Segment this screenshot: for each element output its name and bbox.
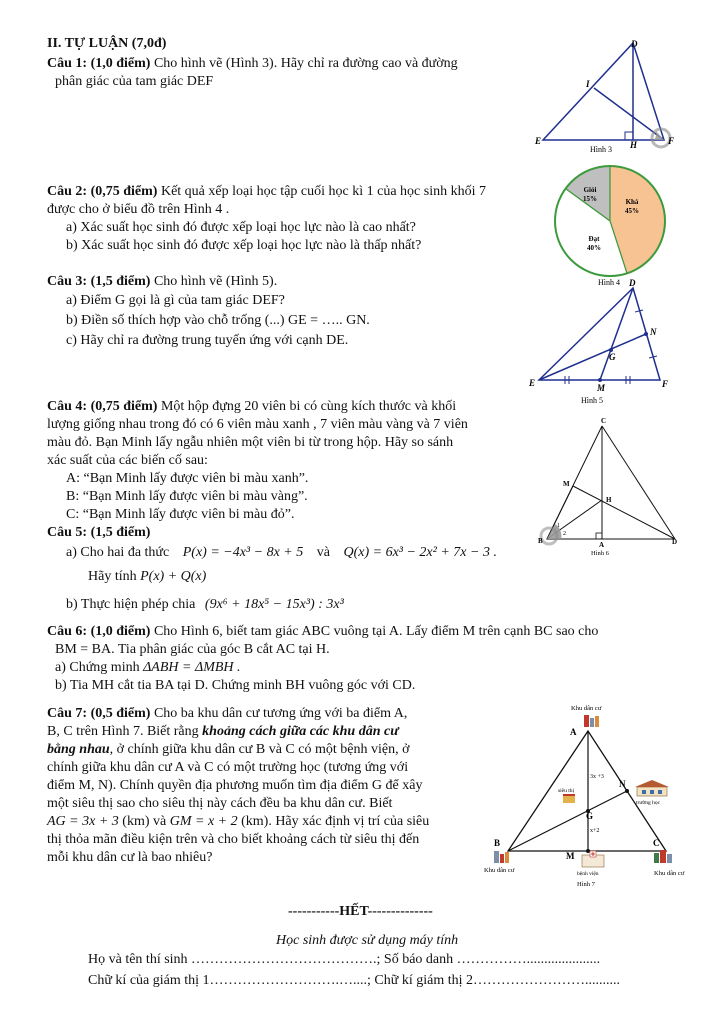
q5-a-prefix: a) Cho hai đa thức [66, 545, 170, 560]
median-dm [600, 288, 633, 380]
q6-a [55, 659, 241, 676]
q2-label: Câu 2: [47, 184, 88, 199]
q4-event-c: C: “Bạn Minh lấy được viên bi màu đỏ”. [66, 507, 295, 522]
q7-line3a: bằng nhau [47, 742, 110, 757]
q5-a [66, 544, 497, 561]
figure-5 [525, 276, 685, 408]
q3-b: b) Điền số thích hợp vào chỗ trống (...) GE = ….. GN. [66, 313, 370, 328]
point-n-7 [625, 789, 629, 793]
q5-polynomial-p: P(x) = −4x³ − 8x + 5 [182, 545, 304, 560]
q6-b: b) Tia MH cắt tia BA tại D. Chứng minh BH vuông góc với CD. [55, 678, 416, 693]
end-marker: -----------HẾT-------------- [288, 904, 433, 919]
q5-and: và [316, 545, 330, 560]
q5-b-expr: (9x⁶ + 18x⁵ − 15x³) : 3x³ [204, 597, 344, 612]
question-3 [47, 273, 277, 290]
calculator-note: Học sinh được sử dụng máy tính [276, 933, 459, 948]
q2-b: b) Xác suất học sinh đó được xếp loại học lực nào là thấp nhất? [66, 238, 422, 253]
q6-a-expr: ΔABH = ΔMBH . [143, 660, 241, 675]
q7-line2 [47, 723, 399, 740]
q1-line2: phân giác của tam giác DEF [55, 74, 214, 89]
q5-polynomial-q: Q(x) = 6x³ − 2x² + 7x − 3 . [343, 545, 497, 560]
q2-line1: Kết quả xếp loại học tập cuối học kì 1 của học sinh khối 7 [160, 184, 486, 199]
q6-points: (1,0 điểm) [90, 624, 151, 639]
pie-value-kha: 45% [625, 207, 639, 215]
candidate-info-line: Họ và tên thí sinh ………………………………….; Số báo danh ……………..................... [88, 952, 601, 967]
figure-6 [535, 414, 685, 560]
q7-line3b: , ở chính giữa khu dân cư B và C có một bệnh viện, ở [109, 742, 410, 757]
figure-4-pie-chart [548, 164, 678, 292]
label6-angle1: 1 [557, 523, 560, 529]
q7-line9: mỗi khu dân cư là bao nhiêu? [47, 850, 213, 865]
q5-a2-prefix: Hãy tính [88, 569, 137, 584]
label5-g: G [609, 352, 616, 362]
label5-e: E [529, 378, 536, 388]
question-6 [47, 623, 598, 640]
q3-intro: Cho hình vẽ (Hình 5). [153, 274, 278, 289]
q7-points: (0,5 điểm) [90, 706, 151, 721]
fig6-caption: Hình 6 [591, 550, 609, 557]
label7-b: B [494, 838, 501, 848]
q3-label: Câu 3: [47, 274, 88, 289]
label6-c: C [601, 417, 607, 425]
q4-event-b: B: “Bạn Minh lấy được viên bi màu vàng”. [66, 489, 308, 504]
residential-b-icon [494, 851, 509, 863]
fig7-benh-vien: bệnh viện [577, 871, 599, 877]
q6-a-prefix: a) Chứng minh [55, 660, 140, 675]
label7-c: C [653, 838, 660, 848]
q7-line7-mid: (km) và [118, 814, 170, 829]
q7-line2b: khoảng cách giữa các khu dân cư [202, 724, 399, 739]
label7-a: A [570, 727, 577, 737]
q7-line7 [47, 813, 429, 830]
fig7-gm-label: x+2 [590, 828, 600, 834]
question-7 [47, 705, 407, 722]
q5-a2-expr: P(x) + Q(x) [140, 569, 207, 584]
q4-event-a: A: “Bạn Minh lấy được viên bi màu xanh”. [66, 471, 309, 486]
q2-points: (0,75 điểm) [90, 184, 158, 199]
q7-line7-end: (km). Hãy xác định vị trí của siêu [237, 814, 430, 829]
fig7-sieu-thi: siêu thị [558, 788, 575, 794]
label6-angle2: 2 [563, 531, 566, 537]
q4-points: (0,75 điểm) [90, 399, 158, 414]
residential-a-icon [584, 715, 599, 727]
fig7-khu-dan-cu-a: Khu dân cư [571, 705, 602, 712]
q4-line4: xác suất của các biến cố sau: [47, 453, 208, 468]
pie-label-kha: Khá [625, 198, 639, 206]
fig5-caption: Hình 5 [581, 396, 603, 405]
point-m [598, 378, 602, 382]
q7-line4: chính giữa khu dân cư A và C có một trường học (tương ứng với [47, 760, 409, 775]
q3-c: c) Hãy chỉ ra đường trung tuyến ứng với cạnh DE. [66, 333, 349, 348]
figure-7 [478, 695, 698, 895]
q1-points: (1,0 điểm) [90, 56, 151, 71]
question-2 [47, 183, 486, 200]
q2-a: a) Xác suất học sinh đó được xếp loại học lực nào là cao nhất? [66, 220, 416, 235]
label6-h: H [606, 496, 612, 504]
pie-value-dat: 40% [587, 244, 601, 252]
q4-line2: lượng giống nhau trong đó có 6 viên màu xanh , 7 viên màu vàng và 7 viên [47, 417, 468, 432]
label-i: I [586, 79, 590, 89]
invigilator-signature-line: Chữ kí của giám thị 1……………………….…....; Chữ kí giám thị 2…………………….......... [88, 973, 620, 988]
q7-line8: thị thỏa mãn điều kiện trên và cho biết khoảng cách từ siêu thị đến [47, 832, 420, 847]
q7-line6: một siêu thị sao cho siêu thị này cách đều ba khu dân cư. Biết [47, 796, 393, 811]
ray-md [573, 486, 675, 539]
fig7-khu-dan-cu-b: Khu dân cư [484, 867, 515, 874]
label5-n: N [650, 327, 657, 337]
right-angle-mark [625, 132, 633, 140]
label6-b: B [538, 537, 543, 545]
label6-m: M [563, 480, 570, 488]
supermarket-icon [563, 794, 575, 803]
label7-g: G [586, 811, 594, 821]
segment-cd [602, 426, 675, 539]
point-m-7 [586, 849, 590, 853]
q7-gm-expr: GM = x + 2 [169, 814, 238, 829]
label6-a: A [599, 541, 605, 549]
question-4 [47, 398, 456, 415]
label5-m: M [597, 383, 606, 393]
section-title: II. TỰ LUẬN (7,0đ) [47, 36, 167, 51]
label6-d: D [672, 538, 678, 546]
fig7-ag-label: 3x +3 [590, 774, 604, 780]
q7-line2a: B, C trên Hình 7. Biết rằng [47, 724, 199, 739]
label5-f: F [662, 379, 669, 389]
fig7-caption: Hình 7 [577, 881, 595, 888]
q5-points: (1,5 điểm) [90, 525, 151, 540]
label-e: E [535, 136, 542, 146]
label7-n: N [619, 779, 626, 789]
triangle-def-5 [539, 288, 660, 380]
median-en [539, 334, 646, 380]
q4-label: Câu 4: [47, 399, 88, 414]
q5-b [66, 596, 344, 613]
q5-b-prefix: b) Thực hiện phép chia [66, 597, 196, 612]
hospital-icon [582, 851, 604, 867]
figure-3 [530, 35, 680, 160]
pie-label-dat: Đạt [588, 235, 600, 243]
q3-points: (1,5 điểm) [90, 274, 151, 289]
pie-label-gioi: Giỏi [583, 186, 597, 194]
q5-a2 [88, 568, 206, 585]
label-f: F [668, 136, 675, 146]
q6-label: Câu 6: [47, 624, 88, 639]
question-1 [47, 55, 458, 72]
fig7-khu-dan-cu-c: Khu dân cư [654, 870, 685, 877]
q7-line5: điểm M, N). Chính quyền địa phương muốn tìm địa điểm G để xây [47, 778, 423, 793]
fig7-truong-hoc: trường học [636, 800, 661, 806]
point-n [644, 332, 648, 336]
q1-label: Câu 1: [47, 56, 88, 71]
pie-value-gioi: 15% [583, 195, 597, 203]
label-d: D [631, 39, 638, 49]
school-icon [635, 780, 669, 796]
right-angle-a [596, 533, 602, 539]
label-h: H [630, 140, 638, 150]
q4-line1: Một hộp đựng 20 viên bi có cùng kích thước và khối [160, 399, 457, 414]
question-5 [47, 524, 150, 541]
q7-line1: Cho ba khu dân cư tương ứng với ba điểm A, [153, 706, 408, 721]
fig3-caption: Hình 3 [590, 145, 612, 154]
q3-a: a) Điểm G gọi là gì của tam giác DEF? [66, 293, 285, 308]
q5-label: Câu 5: [47, 525, 88, 540]
q7-ag-expr: AG = 3x + 3 [47, 814, 119, 829]
residential-c-icon [654, 850, 672, 863]
q6-line2: BM = BA. Tia phân giác của góc B cắt AC tại H. [55, 642, 330, 657]
fig4-caption: Hình 4 [598, 278, 620, 287]
q7-line3 [47, 741, 409, 758]
label5-d: D [629, 278, 636, 288]
q2-line2: được cho ở biểu đồ trên Hình 4 . [47, 202, 230, 217]
q6-line1: Cho Hình 6, biết tam giác ABC vuông tại A. Lấy điểm M trên cạnh BC sao cho [153, 624, 599, 639]
label7-m: M [566, 851, 575, 861]
q1-line1: Cho hình vẽ (Hình 3). Hãy chỉ ra đường cao và đường [153, 56, 458, 71]
q4-line3: màu đỏ. Bạn Minh lấy ngẫu nhiên một viên bi từ trong hộp. Hãy so sánh [47, 435, 454, 450]
triangle-def [543, 43, 664, 140]
q7-label: Câu 7: [47, 706, 88, 721]
